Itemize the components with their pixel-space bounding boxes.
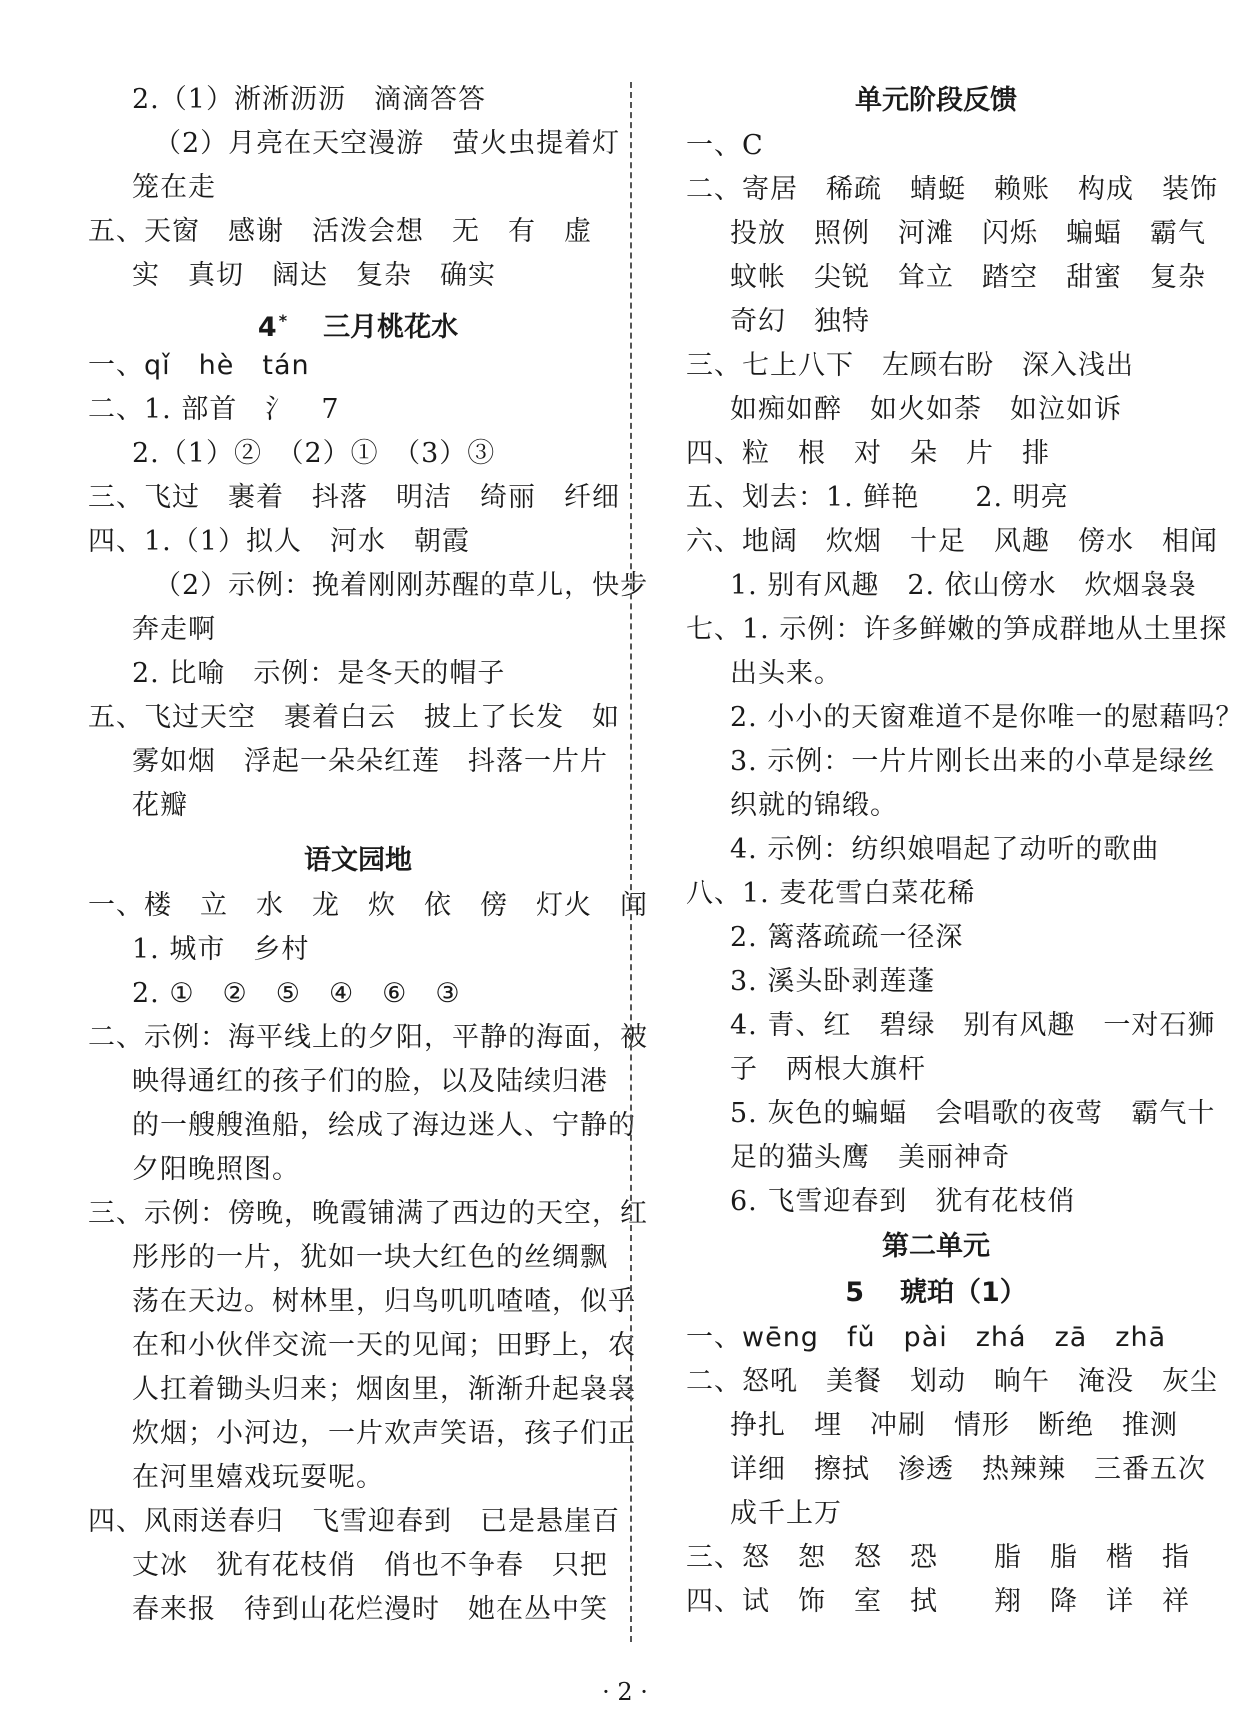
text-line: 在河里嬉戏玩耍呢。: [132, 1462, 384, 1493]
text-line: 1. 别有风趣 2. 依山傍水 炊烟袅袅: [730, 570, 1197, 601]
text-line: 三、七上八下 左顾右盼 深入浅出: [686, 350, 1134, 381]
text-line: 在和小伙伴交流一天的见闻；田野上，农: [132, 1330, 636, 1361]
text-line: 实 真切 阔达 复杂 确实: [132, 260, 496, 291]
text-line: 五、天窗 感谢 活泼会想 无 有 虚: [88, 216, 592, 247]
text-line: 一、wēng fǔ pài zhá zā zhā: [686, 1322, 1167, 1353]
text-line: 投放 照例 河滩 闪烁 蝙蝠 霸气: [730, 218, 1206, 249]
text-line: 四、风雨送春归 飞雪迎春到 已是悬崖百: [88, 1506, 620, 1537]
text-line: 炊烟；小河边，一片欢声笑语，孩子们正: [132, 1418, 636, 1449]
text-line: 2. 比喻 示例：是冬天的帽子: [132, 658, 506, 689]
text-line: 丈冰 犹有花枝俏 俏也不争春 只把: [132, 1550, 608, 1581]
text-line: 雾如烟 浮起一朵朵红莲 抖落一片片: [132, 746, 608, 777]
text-line: 4. 青、红 碧绿 别有风趣 一对石狮: [730, 1010, 1216, 1041]
text-line: 3. 示例：一片片刚长出来的小草是绿丝: [730, 746, 1216, 777]
section-number: 4: [257, 312, 277, 343]
text-line: 出头来。: [730, 658, 842, 689]
text-line: 足的猫头鹰 美丽神奇: [730, 1142, 1010, 1173]
text-line: 详细 擦拭 渗透 热辣辣 三番五次: [730, 1454, 1206, 1485]
text-line: 奇幻 独特: [730, 306, 870, 337]
text-line: 2. 篱落疏疏一径深: [730, 922, 964, 953]
text-line: 5. 灰色的蝙蝠 会唱歌的夜莺 霸气十: [730, 1098, 1216, 1129]
text-line: 彤彤的一片，犹如一块大红色的丝绸飘: [132, 1242, 608, 1273]
section-title-4: [88, 298, 628, 344]
text-line: 六、地阔 炊烟 十足 风趣 傍水 相闻: [686, 526, 1218, 557]
text-line: 3. 溪头卧剥莲蓬: [730, 966, 936, 997]
text-line: 四、试 饰 室 拭 翔 降 详 祥: [686, 1586, 1190, 1617]
section-title-text: 三月桃花水: [323, 312, 459, 343]
text-line: （2）月亮在天空漫游 萤火虫提着灯: [154, 128, 621, 159]
text-line: 二、怒吼 美餐 划动 晌午 淹没 灰尘: [686, 1366, 1218, 1397]
text-line: 荡在天边。树林里，归鸟叽叽喳喳，似乎: [132, 1286, 636, 1317]
text-line: 一、楼 立 水 龙 炊 依 傍 灯火 闻: [88, 890, 648, 921]
text-line: 的一艘艘渔船，绘成了海边迷人、宁静的: [132, 1110, 636, 1141]
text-line: 4. 示例：纺织娘唱起了动听的歌曲: [730, 834, 1160, 865]
section-number: 5: [845, 1277, 864, 1308]
text-line: 五、划去：1. 鲜艳 2. 明亮: [686, 482, 1069, 513]
text-line: 人扛着锄头归来；烟囱里，渐渐升起袅袅: [132, 1374, 636, 1405]
text-line: 花瓣: [132, 790, 188, 821]
text-line: 织就的锦缎。: [730, 790, 898, 821]
text-line: 如痴如醉 如火如荼 如泣如诉: [730, 394, 1122, 425]
text-line: 三、怒 恕 怒 恐 脂 脂 楷 指: [686, 1542, 1190, 1573]
page-number: · 2 ·: [602, 1678, 648, 1706]
section-title-text: 琥珀（1）: [900, 1277, 1027, 1308]
column-divider: [630, 82, 632, 1642]
text-line: 三、飞过 裹着 抖落 明洁 绮丽 纤细: [88, 482, 620, 513]
text-line: 一、C: [686, 130, 764, 161]
text-line: 成千上万: [730, 1498, 842, 1529]
text-line: 挣扎 埋 冲刷 情形 断绝 推测: [730, 1410, 1178, 1441]
optional-mark: *: [278, 311, 288, 330]
text-line: 二、1. 部首 氵 7: [88, 394, 340, 425]
text-line: 映得通红的孩子们的脸，以及陆续归港: [132, 1066, 608, 1097]
text-line: 笼在走: [132, 172, 216, 203]
text-line: 五、飞过天空 裹着白云 披上了长发 如: [88, 702, 620, 733]
text-line: 春来报 待到山花烂漫时 她在丛中笑: [132, 1594, 608, 1625]
left-column: [88, 78, 649, 1632]
section-title-5: [686, 1270, 1186, 1316]
text-line: 1. 城市 乡村: [132, 934, 310, 965]
unit-title: 第二单元: [882, 1231, 990, 1262]
text-line: 二、示例：海平线上的夕阳，平静的海面，被: [88, 1022, 648, 1053]
right-column: [686, 78, 1244, 1624]
text-line: 6. 飞雪迎春到 犹有花枝俏: [730, 1186, 1076, 1217]
text-line: 四、1.（1）拟人 河水 朝霞: [88, 526, 470, 557]
text-line: 蚊帐 尖锐 耸立 踏空 甜蜜 复杂: [730, 262, 1206, 293]
text-line: 三、示例：傍晚，晚霞铺满了西边的天空，红: [88, 1198, 648, 1229]
text-line: 2.（1）② （2）① （3）③: [132, 438, 496, 469]
text-line: 2.（1）淅淅沥沥 滴滴答答: [132, 84, 486, 115]
text-line: 七、1. 示例：许多鲜嫩的笋成群地从土里探: [686, 614, 1228, 645]
text-line: 子 两根大旗杆: [730, 1054, 926, 1085]
text-line: 四、粒 根 对 朵 片 排: [686, 438, 1050, 469]
section-title-garden: 语文园地: [304, 845, 412, 876]
text-line: 一、qǐ hè tán: [88, 350, 310, 381]
section-title-feedback: 单元阶段反馈: [855, 85, 1017, 116]
text-line: 2. 小小的天窗难道不是你唯一的慰藉吗？: [730, 702, 1244, 733]
text-line: 二、寄居 稀疏 蜻蜓 赖账 构成 装饰: [686, 174, 1218, 205]
text-line: 夕阳晚照图。: [132, 1154, 300, 1185]
text-line: 2. ① ② ⑤ ④ ⑥ ③: [132, 978, 461, 1009]
text-line: （2）示例：挽着刚刚苏醒的草儿，快步: [154, 570, 649, 601]
text-line: 八、1. 麦花雪白菜花稀: [686, 878, 976, 909]
text-line: 奔走啊: [132, 614, 216, 645]
